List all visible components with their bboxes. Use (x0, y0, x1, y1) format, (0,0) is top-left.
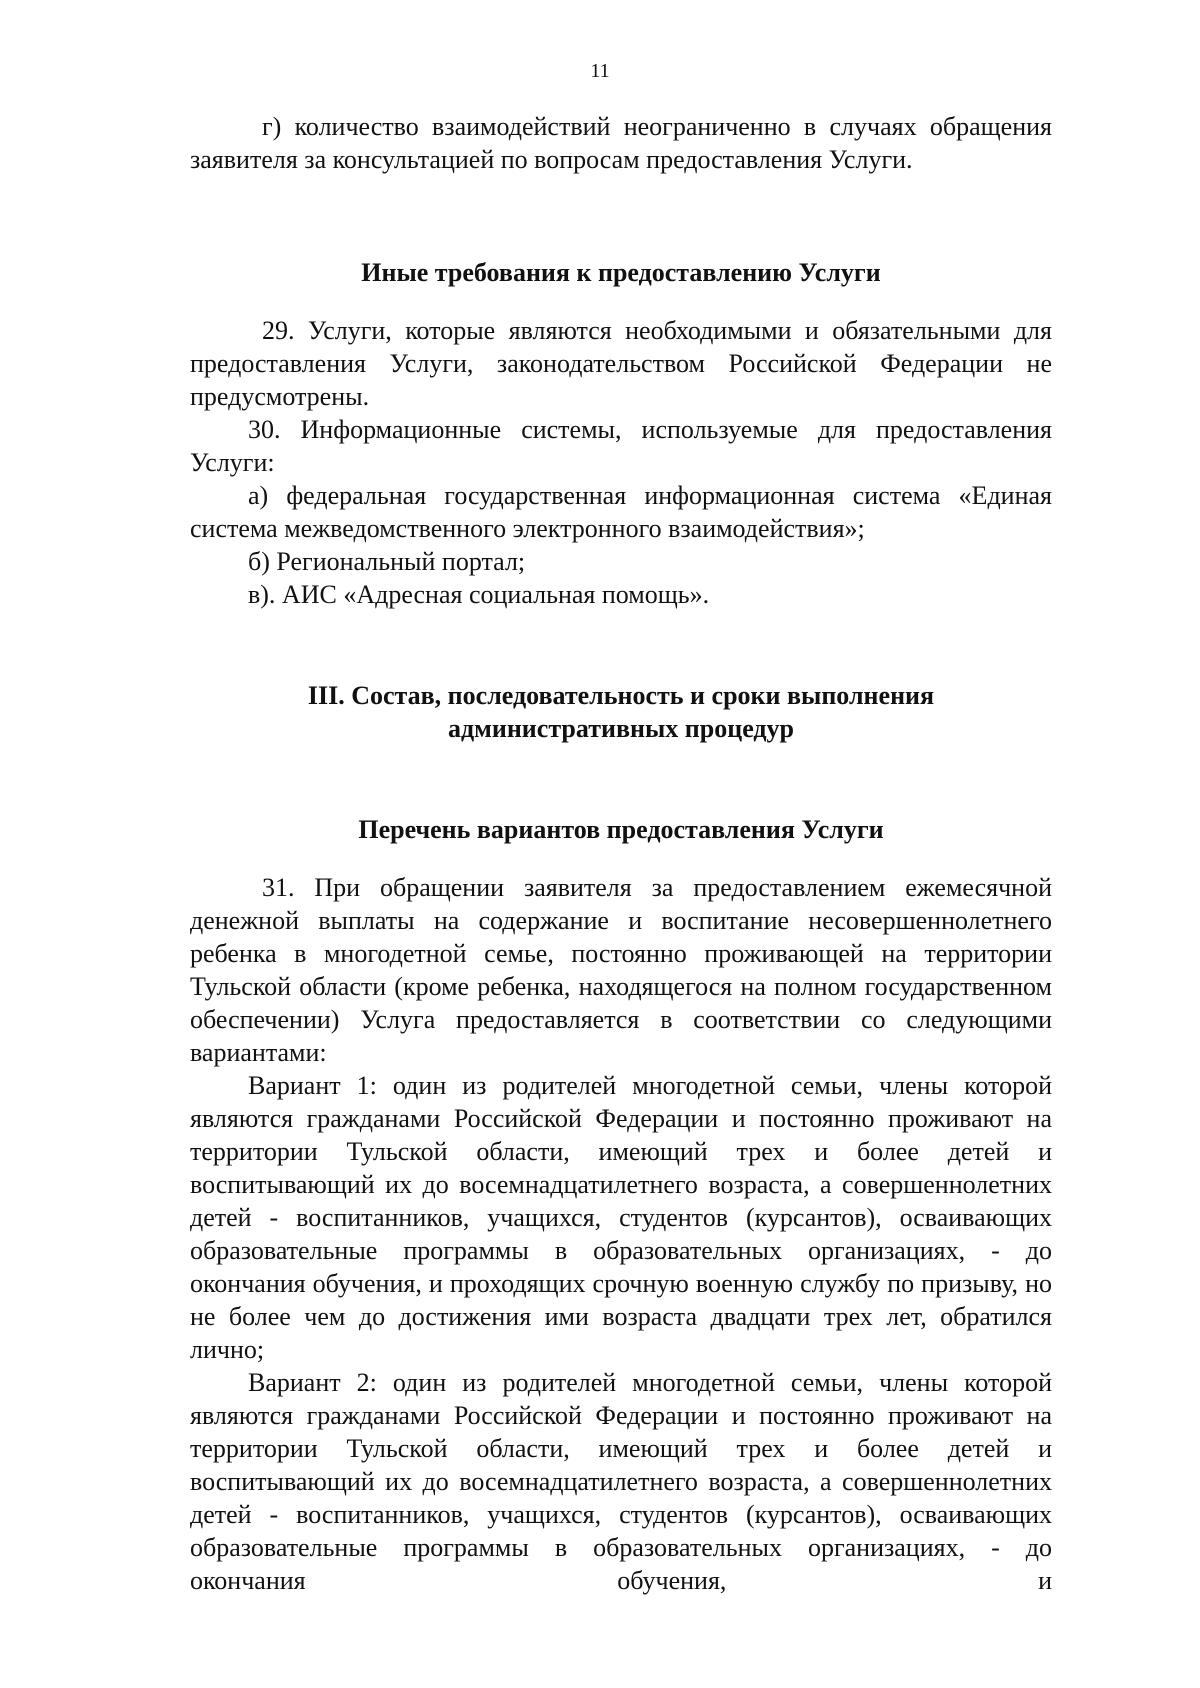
heading-section-3-line1: III. Состав, последовательность и сроки выполнения (307, 681, 935, 710)
paragraph-30: 30. Информационные системы, используемые для предоставления Услуги: (190, 415, 1052, 477)
heading-section-3 (190, 679, 1052, 745)
document-body (190, 110, 1052, 1597)
page-number: 11 (590, 60, 610, 82)
heading-other-requirements: Иные требования к предоставлению Услуги (361, 258, 881, 287)
heading-variants-list: Перечень вариантов предоставления Услуги (358, 815, 884, 844)
paragraph-30-a: а) федеральная государственная информационная система «Единая система межведомственного электронного взаимодействия»; (190, 481, 1052, 543)
paragraph-variant-1: Вариант 1: один из родителей многодетной семьи, члены которой являются гражданами Российской Федерации и постоянно проживают на территории Тульской области, имеющий трех и более детей и воспитывающий их до восемнадцатилетнего возраста, а совершеннолетних детей - воспитанников, учащихся, студентов (курсантов), осваивающих образовательные программы в образовательных организациях, - до окончания обучения, и проходящих срочную военную службу по призыву, но не более чем до достижения ими возраста двадцати трех лет, обратился лично; (190, 1071, 1052, 1364)
heading-section-3-line2: административных процедур (447, 714, 795, 743)
paragraph-31: 31. При обращении заявителя за предоставлением ежемесячной денежной выплаты на содержание и воспитание несовершеннолетнего ребенка в многодетной семье, постоянно проживающей на территории Тульской области (кроме ребенка, находящегося на полном государственном обеспечении) Услуга предоставляется в соответствии со следующими вариантами: (190, 873, 1052, 1067)
paragraph-30-b: б) Региональный портал; (248, 547, 526, 576)
paragraph-30-v: в). АИС «Адресная социальная помощь». (248, 580, 710, 609)
paragraph-29: 29. Услуги, которые являются необходимыми и обязательными для предоставления Услуги, законодательством Российской Федерации не предусмотрены. (190, 316, 1052, 411)
paragraph-28-g: г) количество взаимодействий неограниченно в случаях обращения заявителя за консультацией по вопросам предоставления Услуги. (190, 112, 1052, 174)
paragraph-variant-2: Вариант 2: один из родителей многодетной семьи, члены которой являются гражданами Российской Федерации и постоянно проживают на территории Тульской области, имеющий трех и более детей и воспитывающий их до восемнадцатилетнего возраста, а совершеннолетних детей - воспитанников, учащихся, студентов (курсантов), осваивающих образовательные программы в образовательных организациях, - до окончания обучения, и (190, 1368, 1052, 1595)
